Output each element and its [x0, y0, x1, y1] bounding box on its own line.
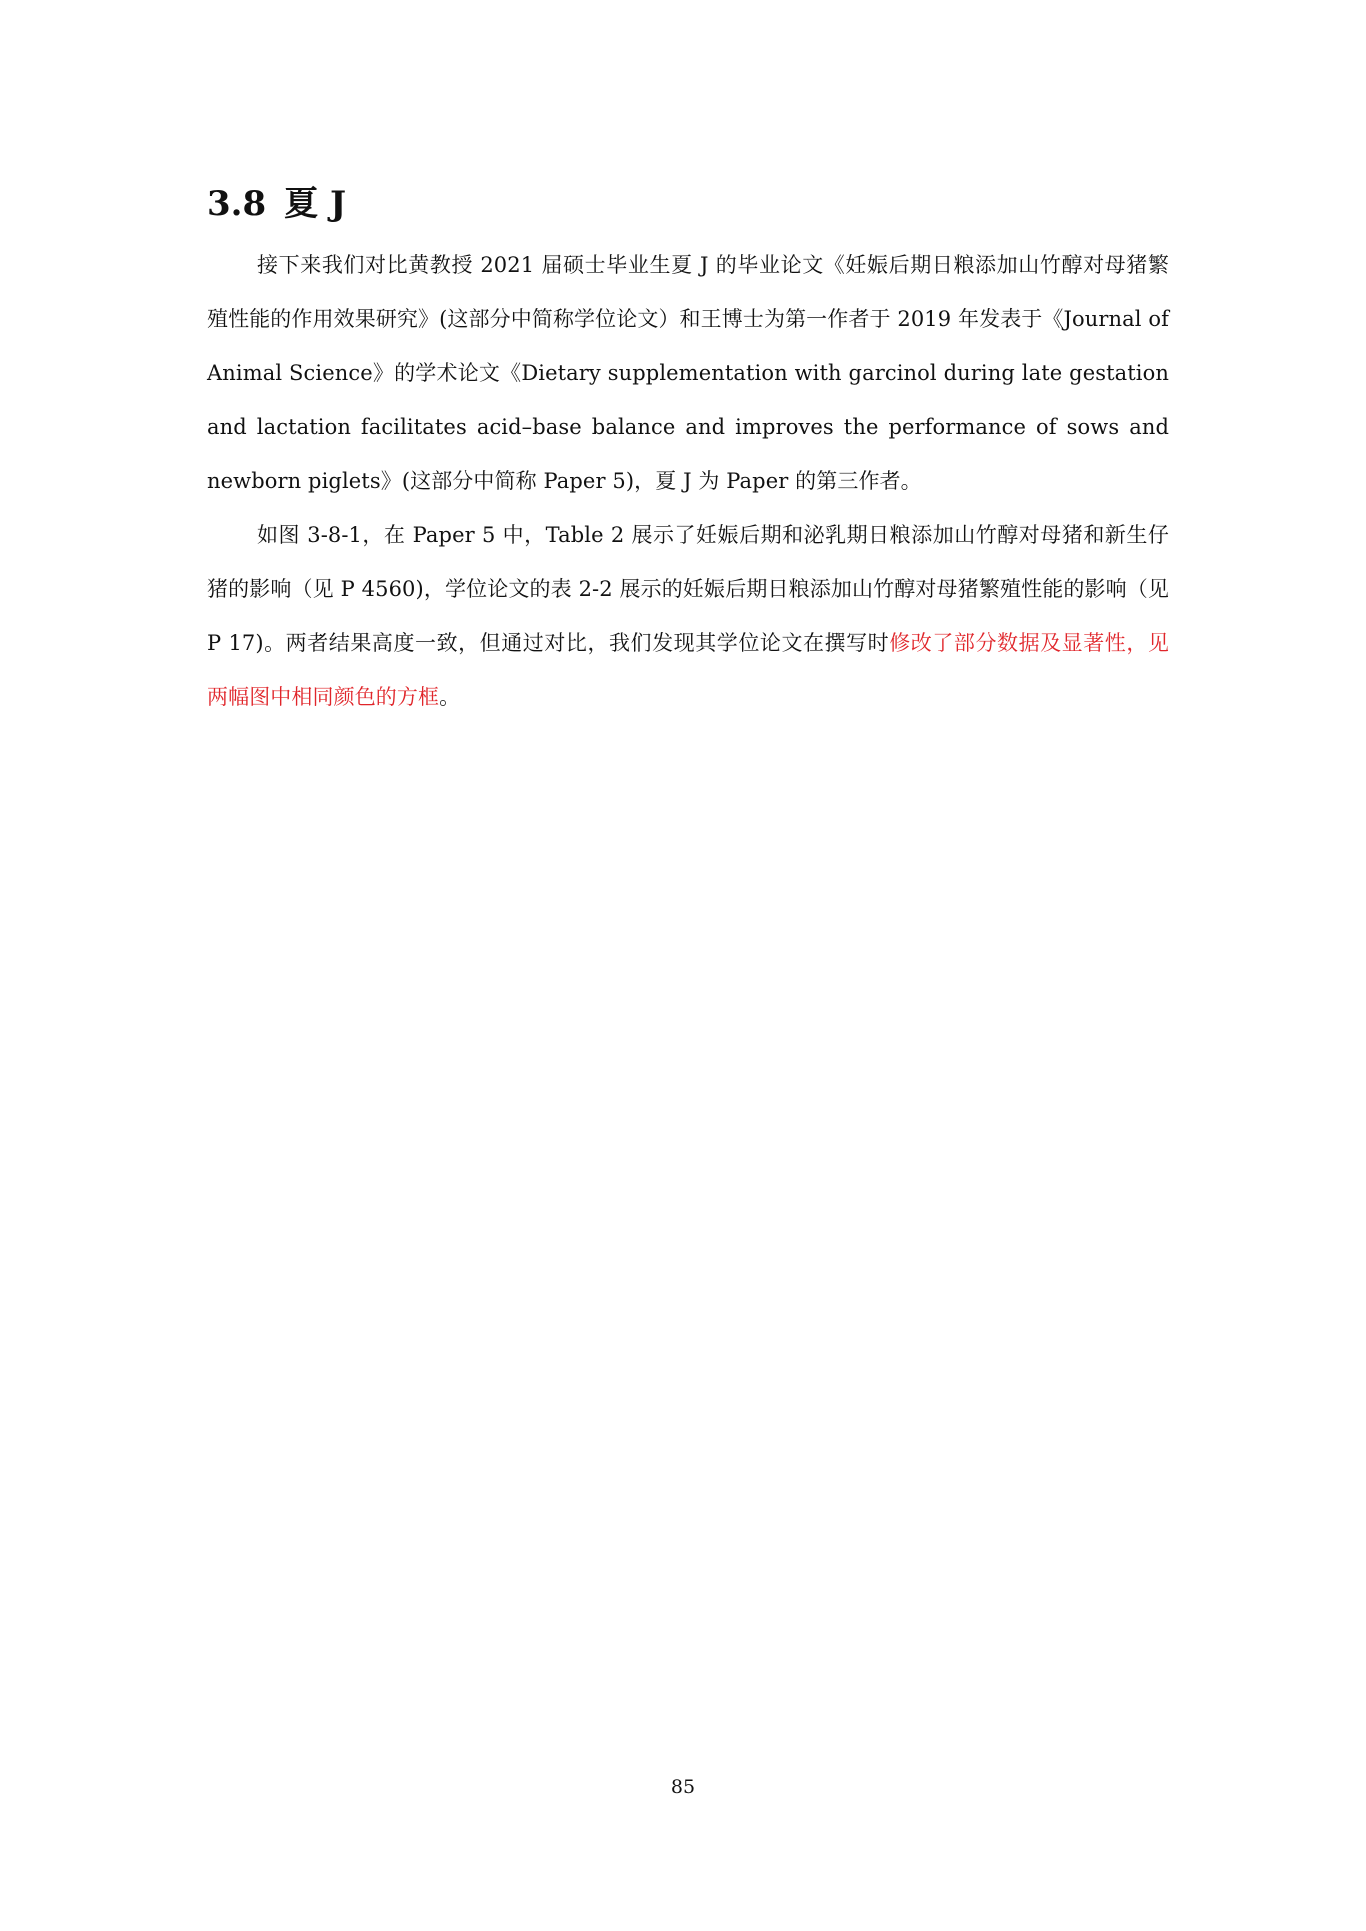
paragraph-1: 接下来我们对比黄教授 2021 届硕士毕业生夏 J 的毕业论文《妊娠后期日粮添加山竹醇对母猪繁殖性能的作用效果研究》(这部分中简称学位论文）和王博士为第一作者于 2019 年发表于《Journal of Animal Science》的学术论文《Dietary supplementation with garcinol during late gestation and lactation facilitates acid–base balance and improves the performance of sows and newborn piglets》(这部分中简称 Paper 5)，夏 J 为 Paper 的第三作者。 — [207, 253, 1169, 493]
page-number: 85 — [670, 1776, 696, 1798]
section-title: 夏 J — [284, 184, 347, 224]
paragraph-2-text: 如图 3-8-1，在 Paper 5 中，Table 2 展示了妊娠后期和泌乳期日粮添加山竹醇对母猪和新生仔猪的影响（见 P 4560)，学位论文的表 2-2 展示的妊娠后期日粮添加山竹醇对母猪繁殖性能的影响（见 P 17)。两者结果高度一致，但通过对比，我们发现其学位论文在撰写时 — [207, 523, 1169, 655]
paragraph-2 — [207, 508, 1169, 724]
section-heading — [207, 176, 346, 232]
paragraph-2-tail: 。 — [439, 685, 461, 709]
highlighted-text: 修改了部分数据及显著性，见两幅图中相同颜色的方框 — [207, 631, 1169, 709]
section-number: 3.8 — [207, 184, 267, 224]
